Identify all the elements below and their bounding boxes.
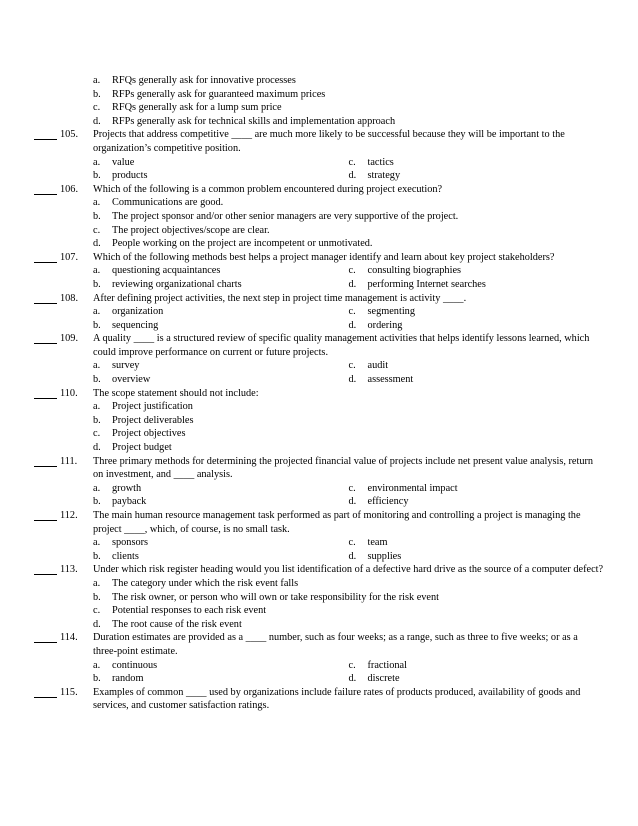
- answer-option: [93, 169, 349, 183]
- option-letter: a.: [93, 265, 101, 277]
- question-number: 107.: [60, 251, 79, 263]
- option-letter: a.: [93, 75, 101, 86]
- answer-option: [349, 278, 605, 292]
- option-letter: d.: [348, 319, 357, 331]
- option-text: consulting biographies: [367, 265, 462, 277]
- option-letter: c.: [348, 482, 356, 494]
- option-letter: c.: [348, 265, 356, 277]
- option-text: RFPs generally ask for technical skills and implementation approach: [112, 115, 396, 127]
- option-text: continuous: [112, 659, 158, 671]
- option-letter: d.: [348, 673, 357, 685]
- answer-option: [93, 224, 604, 238]
- option-letter: a.: [93, 537, 101, 549]
- option-text: fractional: [367, 659, 407, 671]
- option-text: efficiency: [367, 496, 409, 508]
- option-text: sponsors: [112, 537, 149, 549]
- option-text: organization: [112, 306, 164, 318]
- leading-options: [34, 74, 604, 128]
- option-text: People working on the project are incompetent or unmotivated.: [112, 238, 373, 250]
- option-letter: b.: [93, 673, 101, 685]
- option-letter: b.: [93, 374, 101, 386]
- option-letter: d.: [348, 496, 357, 508]
- answer-option: [93, 550, 349, 564]
- answer-option: [349, 550, 605, 564]
- answer-option: [93, 427, 604, 441]
- question-item: [34, 128, 604, 182]
- question-stem: Which of the following is a common problem encountered during project execution?: [93, 183, 443, 195]
- option-text: The project sponsor and/or other senior managers are very supportive of the project.: [112, 210, 459, 222]
- option-text: supplies: [367, 550, 402, 562]
- option-letter: d.: [93, 442, 101, 454]
- question-item: [34, 455, 604, 509]
- option-text: The root cause of the risk event: [112, 618, 242, 630]
- option-letter: c.: [348, 537, 356, 549]
- answer-option: [349, 536, 605, 550]
- question-item: [34, 686, 604, 713]
- answer-option: [93, 210, 604, 224]
- option-list: [93, 156, 604, 183]
- answer-option: [93, 196, 604, 210]
- question-item: [34, 631, 604, 685]
- option-text: sequencing: [112, 319, 159, 331]
- option-list: [93, 577, 604, 631]
- option-list: [93, 359, 604, 386]
- answer-option: [349, 305, 605, 319]
- question-stem: Which of the following methods best helps a project manager identify and learn about key project stakeholders?: [93, 251, 555, 263]
- question-number: 112.: [60, 510, 78, 521]
- question-number: 113.: [60, 564, 78, 576]
- option-text: products: [112, 170, 148, 182]
- answer-option: [93, 373, 349, 387]
- question-stem: Examples of common ____ used by organizations include failure rates of products produced, availability of goods and services, and customer satisfaction ratings.: [93, 686, 581, 712]
- question-item: [34, 251, 604, 292]
- answer-option: [93, 441, 604, 455]
- option-letter: d.: [93, 115, 101, 127]
- question-stem: Projects that address competitive ____ are much more likely to be successful because they will be important to the organization’s competitive position.: [93, 129, 565, 154]
- answer-option: [93, 359, 349, 373]
- question-stem: Under which risk register heading would you list identification of a defective hard drive as the source of a computer defect?: [93, 564, 604, 576]
- option-letter: b.: [93, 414, 101, 426]
- answer-option: [349, 156, 605, 170]
- option-text: RFPs generally ask for guaranteed maximum prices: [112, 88, 326, 100]
- answer-option: [93, 536, 349, 550]
- option-text: environmental impact: [367, 482, 458, 494]
- option-letter: a.: [93, 659, 101, 671]
- option-letter: a.: [93, 360, 101, 372]
- option-letter: c.: [93, 102, 101, 114]
- option-list: [93, 400, 604, 454]
- answer-option: [93, 115, 604, 129]
- question-number: 110.: [60, 387, 78, 399]
- option-text: random: [112, 673, 144, 685]
- option-letter: d.: [93, 618, 101, 630]
- answer-option: [93, 659, 349, 673]
- option-text: segmenting: [367, 306, 415, 318]
- question-stem: A quality ____ is a structured review of specific quality management activities that helps identify lessons learned, which could improve performance on current or future projects.: [93, 333, 590, 358]
- answer-option: [349, 264, 605, 278]
- answer-option: [349, 495, 605, 509]
- option-letter: b.: [93, 278, 101, 290]
- answer-option: [93, 237, 604, 251]
- option-letter: c.: [348, 360, 356, 372]
- question-stem: The scope statement should not include:: [93, 387, 259, 399]
- option-letter: a.: [93, 156, 101, 168]
- option-text: team: [367, 537, 388, 549]
- answer-option: [349, 482, 605, 496]
- option-letter: d.: [348, 278, 357, 290]
- answer-option: [93, 414, 604, 428]
- question-item: [34, 509, 604, 563]
- option-text: overview: [112, 374, 151, 386]
- option-letter: a.: [93, 401, 101, 413]
- option-letter: b.: [93, 550, 101, 562]
- question-number: 111.: [60, 455, 78, 467]
- option-text: performing Internet searches: [367, 278, 486, 290]
- option-letter: d.: [348, 170, 357, 182]
- answer-option: [93, 74, 604, 88]
- answer-option: [93, 577, 604, 591]
- option-text: survey: [112, 360, 140, 372]
- questions-container: [34, 128, 604, 713]
- option-letter: b.: [93, 88, 101, 100]
- option-list: [93, 482, 604, 509]
- option-letter: b.: [93, 496, 101, 508]
- option-letter: c.: [348, 306, 356, 318]
- answer-option: [93, 604, 604, 618]
- option-letter: a.: [93, 306, 101, 318]
- option-letter: b.: [93, 170, 101, 182]
- option-list: [93, 659, 604, 686]
- option-text: growth: [112, 482, 142, 494]
- option-text: Communications are good.: [112, 197, 224, 209]
- answer-option: [93, 101, 604, 115]
- option-list: [93, 264, 604, 291]
- option-text: strategy: [367, 170, 401, 182]
- question-number: 114.: [60, 632, 78, 644]
- option-letter: b.: [93, 210, 101, 222]
- option-list: [93, 305, 604, 332]
- option-letter: b.: [93, 319, 101, 331]
- option-text: ordering: [367, 319, 403, 331]
- question-stem: After defining project activities, the next step in project time management is activity ____.: [93, 292, 467, 304]
- option-letter: a.: [93, 197, 101, 209]
- question-item: [34, 387, 604, 455]
- answer-option: [93, 495, 349, 509]
- option-letter: c.: [348, 659, 356, 671]
- option-list: [93, 536, 604, 563]
- option-list: [93, 196, 604, 250]
- answer-option: [349, 672, 605, 686]
- option-text: Potential responses to each risk event: [112, 605, 267, 617]
- option-letter: d.: [348, 550, 357, 562]
- question-list: [34, 74, 604, 713]
- question-item: [34, 563, 604, 631]
- option-text: clients: [112, 550, 139, 562]
- option-text: Project budget: [112, 442, 172, 454]
- option-text: The project objectives/scope are clear.: [112, 224, 270, 236]
- option-letter: b.: [93, 591, 101, 603]
- answer-option: [93, 278, 349, 292]
- option-text: questioning acquaintances: [112, 265, 221, 277]
- option-text: tactics: [367, 156, 394, 168]
- option-letter: c.: [93, 605, 101, 617]
- question-number: 106.: [60, 183, 79, 195]
- answer-option: [349, 169, 605, 183]
- answer-option: [93, 305, 349, 319]
- option-letter: c.: [93, 428, 101, 440]
- option-text: reviewing organizational charts: [112, 278, 242, 290]
- option-text: discrete: [367, 673, 400, 685]
- option-list: [93, 74, 604, 128]
- option-text: payback: [112, 496, 147, 508]
- option-text: assessment: [367, 374, 414, 386]
- answer-option: [349, 373, 605, 387]
- question-number: 115.: [60, 686, 78, 698]
- option-text: The risk owner, or person who will own or take responsibility for the risk event: [112, 591, 440, 603]
- answer-option: [93, 618, 604, 632]
- question-item: [34, 292, 604, 333]
- question-stem: Duration estimates are provided as a ____ number, such as four weeks; as a range, such as three to five weeks; or as a three-point estimate.: [93, 632, 578, 657]
- option-letter: a.: [93, 577, 101, 589]
- question-stem: The main human resource management task performed as part of monitoring and controlling a project is managing the project ____, which, of course, is no small task.: [93, 510, 581, 535]
- question-number: 109.: [60, 333, 79, 345]
- answer-option: [93, 264, 349, 278]
- option-text: value: [112, 156, 135, 168]
- question-item: [34, 332, 604, 386]
- option-text: Project justification: [112, 401, 193, 413]
- option-letter: c.: [348, 156, 356, 168]
- option-letter: d.: [348, 374, 357, 386]
- option-text: RFQs generally ask for innovative processes: [112, 75, 296, 86]
- option-text: RFQs generally ask for a lump sum price: [112, 102, 282, 114]
- answer-option: [93, 156, 349, 170]
- answer-option: [349, 319, 605, 333]
- option-text: Project deliverables: [112, 414, 194, 426]
- answer-option: [93, 672, 349, 686]
- answer-option: [93, 400, 604, 414]
- option-letter: a.: [93, 482, 101, 494]
- answer-option: [349, 659, 605, 673]
- option-letter: d.: [93, 238, 101, 250]
- question-number: 105.: [60, 129, 79, 141]
- question-item: [34, 183, 604, 251]
- option-text: audit: [367, 360, 389, 372]
- option-text: Project objectives: [112, 428, 186, 440]
- question-stem: Three primary methods for determining the projected financial value of projects include net present value analysis, return on investment, and ____ analysis.: [93, 455, 594, 481]
- question-number: 108.: [60, 292, 79, 304]
- option-letter: c.: [93, 224, 101, 236]
- answer-option: [93, 482, 349, 496]
- answer-option: [93, 319, 349, 333]
- answer-option: [93, 591, 604, 605]
- option-text: The category under which the risk event falls: [112, 577, 299, 589]
- answer-option: [349, 359, 605, 373]
- answer-option: [93, 88, 604, 102]
